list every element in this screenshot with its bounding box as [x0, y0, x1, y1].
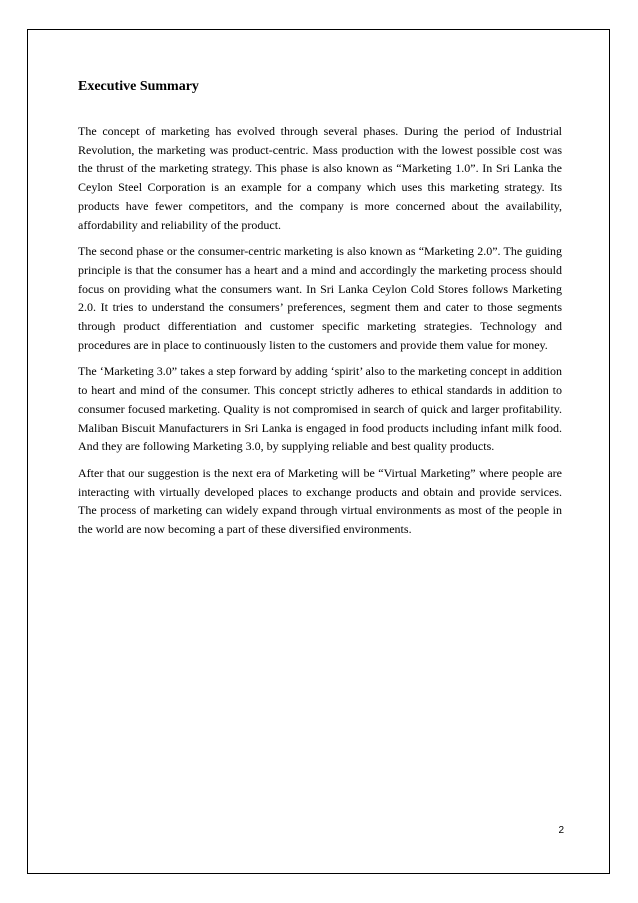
paragraph-marketing-2: The second phase or the consumer-centric marketing is also known as “Marketing 2.0”. The guiding principle is that the consumer has a heart and a mind and accordingly the marketing process should focus on providing what the consumers want. In Sri Lanka Ceylon Cold Stores follows Marketing 2.0. It tries to understand the consumers’ preferences, segment them and cater to those segments through product differentiation and customer specific marketing strategies. Technology and procedures are in place to continuously listen to the customers and provide them value for money.	[78, 244, 562, 352]
page-number: 2	[558, 825, 564, 836]
document-body	[78, 78, 562, 547]
paragraph-marketing-3: The ‘Marketing 3.0” takes a step forward by adding ‘spirit’ also to the marketing concept in addition to heart and mind of the consumer. This concept strictly adheres to ethical standards in addition to consumer focused marketing. Quality is not compromised in search of quick and larger profitability. Maliban Biscuit Manufacturers in Sri Lanka is engaged in food products including infant milk food. And they are following Marketing 3.0, by supplying reliable and best quality products.	[78, 364, 562, 454]
section-heading: Executive Summary	[78, 79, 199, 94]
paragraph-marketing-1: The concept of marketing has evolved through several phases. During the period of Industrial Revolution, the marketing was product-centric. Mass production with the lowest possible cost was the thrust of the marketing strategy. This phase is also known as “Marketing 1.0”. In Sri Lanka the Ceylon Steel Corporation is an example for a company which uses this marketing strategy. Its products have fewer competitors, and the company is more concerned about the availability, affordability and reliability of the product.	[78, 124, 562, 232]
paragraph-virtual-marketing: After that our suggestion is the next era of Marketing will be “Virtual Marketing” where people are interacting with virtually developed places to exchange products and obtain and provide services. The process of marketing can widely expand through virtual environments as most of the people in the world are now becoming a part of these diversified environments.	[78, 465, 562, 537]
